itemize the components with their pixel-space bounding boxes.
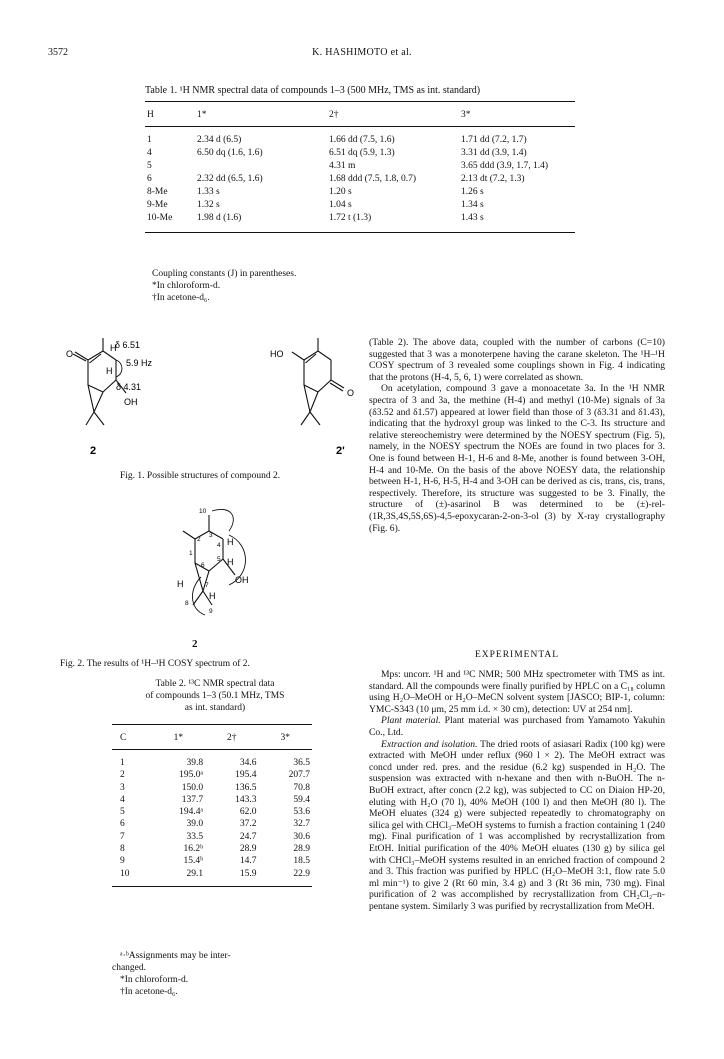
table2-note: changed. [112, 963, 147, 973]
table-cell: 4 [147, 148, 152, 158]
table1-header-row [145, 102, 575, 127]
table-cell: 150.0 [181, 782, 204, 793]
hydroxyl-label: OH [124, 397, 138, 407]
table-cell: 1.98 d (1.6) [195, 212, 327, 233]
table-cell: 7 [120, 831, 125, 842]
table-cell: 14.7 [239, 856, 257, 867]
table1-header-cell: H [145, 102, 195, 127]
table-cell: 18.5 [293, 856, 310, 867]
table-cell: 5 [120, 807, 125, 818]
table-cell: 1.72 t (1.3) [327, 212, 459, 233]
table-cell: 32.7 [293, 819, 310, 830]
table-cell: 5 [147, 161, 152, 171]
h5-label: H [227, 557, 234, 567]
table-row [112, 843, 312, 855]
table-cell: 4 [120, 794, 125, 805]
table2-note: †In acetone-d₆. [120, 987, 178, 997]
table-cell: 1.04 s [329, 200, 352, 210]
hydroxyl-label: HO [270, 349, 284, 359]
table1-note: Coupling constants (J) in parentheses. [152, 269, 297, 279]
table-row [112, 855, 312, 867]
table-cell: 37.2 [239, 819, 257, 830]
table-cell: 1.34 s [461, 200, 484, 210]
body-paragraph: On acetylation, compound 3 gave a monoacetate 3a. In the ¹H NMR spectra of 3 and 3a, the methine (H-4) and methyl (10-Me) signals of 3a (δ3.52 and δ1.57) appeared at lower field than those of 3 (δ3.31 and δ1.43), indicating that the hydroxyl group was linked to the C-3. Its structure and relative stereochemistry were determined by the NOESY spectrum (Fig. 5), namely, in the NOESY spectrum the NOEs are found in two places for 3. One is found between H-1, H-6 and 8-Me, another is found between 3-OH, H-4 and 10-Me. On the basis of the above NOESY data, the relationship between H-1, H-6, H-5, H-4 and 3-OH can be derived as cis, trans, cis, trans, respectively. Therefore, its structure was suggested to be 3. Finally, the structure of (±)-asarinol B was determined to be (±)-rel-(1R,3S,4S,5S,6S)-4,5-epoxycaran-2-on-3-ol (3) by X-ray crystallography (Fig. 6). [369, 383, 665, 534]
table-cell: 9 [120, 856, 125, 867]
table-row [145, 186, 575, 199]
table-cell: 136.5 [235, 782, 257, 793]
table-cell: 1.43 s [459, 212, 575, 233]
table-cell: 137.7 [181, 794, 204, 805]
figure2-caption: Fig. 2. The results of ¹H–¹H COSY spectrum of 2. [60, 659, 250, 669]
table-cell: 2 [120, 770, 125, 781]
table2-header-cell: 1* [152, 725, 205, 750]
figure2-cosy-diagram [165, 505, 285, 635]
table2-header-cell: C [112, 725, 152, 750]
table1-header-cell: 3* [459, 102, 575, 127]
body-text-right [369, 337, 665, 534]
table-cell: 39.8 [186, 758, 204, 768]
shift-431-label: δ 4.31 [116, 382, 142, 392]
table-cell: 8 [120, 844, 125, 855]
table-cell: 1.66 dd (7.5, 1.6) [329, 135, 395, 145]
table-row [112, 831, 312, 843]
table-cell: 3.31 dd (3.9, 1.4) [461, 148, 527, 158]
table-cell: 3.65 ddd (3.9, 1.7, 1.4) [461, 161, 549, 171]
atom-label: 5 [217, 556, 221, 563]
atom-label: 2 [197, 536, 201, 543]
table-cell: 33.5 [186, 831, 204, 842]
table1-note: *In chloroform-d. [152, 281, 221, 291]
table-cell: 4.31 m [329, 161, 356, 171]
table-cell: 143.3 [235, 794, 257, 805]
table-cell: 2.32 dd (6.5, 1.6) [197, 174, 263, 184]
table-row [112, 868, 312, 887]
table-cell: 207.7 [288, 770, 310, 781]
table2-header-row [112, 725, 312, 750]
table2-header-cell: 2† [205, 725, 258, 750]
paragraph-run-in-head: Extraction and isolation. [381, 738, 478, 750]
table-cell: 6 [147, 174, 152, 184]
table-row [145, 199, 575, 212]
coupling-label: 5.9 Hz [126, 358, 153, 368]
table-cell: 10 [112, 868, 152, 887]
table-cell: 53.6 [293, 807, 310, 818]
table2-header-cell: 3* [259, 725, 312, 750]
table-cell: 1.20 s [329, 187, 352, 197]
table-cell: 28.9 [239, 844, 257, 855]
table-cell: 194.4ᵃ [179, 807, 204, 818]
body-paragraph [369, 715, 665, 738]
carbonyl-oxygen-label: O [347, 388, 355, 398]
atom-label: 9 [209, 608, 213, 615]
table-cell: 2.34 d (6.5) [197, 135, 242, 145]
table-cell: 195.4 [235, 770, 257, 781]
table2-caption-line: Table 2. ¹³C NMR spectral data [155, 679, 275, 689]
table2 [112, 724, 312, 887]
table-cell: 8-Me [147, 187, 168, 197]
table-cell: 30.6 [293, 831, 310, 842]
table-cell: 9-Me [147, 200, 168, 210]
table1-header-cell: 1* [195, 102, 327, 127]
structure-2-prime [292, 338, 344, 425]
table-cell: 15.9 [205, 868, 258, 887]
table-row [145, 147, 575, 160]
table-row [112, 794, 312, 806]
running-head: K. HASHIMOTO et al. [312, 47, 412, 58]
atom-label: 10 [199, 508, 207, 515]
table-cell: 70.8 [293, 782, 310, 793]
table-cell: 36.5 [293, 758, 310, 768]
table-cell: 1.33 s [197, 187, 220, 197]
table-cell [195, 160, 327, 173]
table-cell: 24.7 [239, 831, 257, 842]
atom-label: 6 [201, 562, 205, 569]
table-cell: 22.9 [259, 868, 312, 887]
table-row [112, 769, 312, 781]
table2-caption [115, 678, 315, 714]
table-cell: 34.6 [239, 758, 257, 768]
table-cell: 1 [147, 135, 152, 145]
table1-note: †In acetone-d₆. [152, 293, 210, 303]
hydroxyl-label: OH [235, 575, 249, 585]
table-cell: 59.4 [293, 794, 310, 805]
atom-label: 7 [205, 582, 209, 589]
body-paragraph: (Table 2). The above data, coupled with the number of carbons (C=10) suggested that 3 was a monoterpene having the carane skeleton. The ¹H–¹H COSY spectrum of 3 revealed some couplings shown in Fig. 4 indicating that the protons (H-4, 5, 6, 1) were correlated as shown. [369, 337, 665, 383]
paragraph-run-in-head: Plant material. [381, 715, 441, 727]
h6-label: H [209, 591, 216, 601]
table2-note: *In chloroform-d. [120, 975, 189, 985]
atom-label: 3 [209, 532, 213, 539]
table-cell: 1.32 s [197, 200, 220, 210]
table-row [112, 806, 312, 818]
table-cell: 2.13 dt (7.2, 1.3) [461, 174, 525, 184]
paragraph-text: The dried roots of asiasari Radix (100 kg) were extracted with MeOH under reflux (960 l × 2). The MeOH extract was concd under red. pres. and the residue (6.2 kg) suspended in H₂O. The suspension was extracted with n-hexane and then with n-BuOH. The n-BuOH extract, after concn (2.2 kg), was subjected to CC on Diaion HP-20, eluting with H₂O (70 l), 40% MeOH (100 l) and then MeOH (80 l). The MeOH eluates (324 g) were subjected repeatedly to chromatography on silica gel with CHCl₃–MeOH systems to furnish a fraction containing 1 (240 mg). Final purification of 1 was accomplished by recrystallization from EtOH. Initial purification of the 40% MeOH eluates (130 g) by silica gel with CHCl₃–MeOH systems resulted in an enriched fraction of compound 2 and 3. This fraction was purified by HPLC (H₂O–MeOH 3:1, flow rate 5.0 ml min⁻¹) to give 2 (Rt 60 min, 3.4 g) and 3 (Rt 36 min, 730 mg). Final purification of 2 was accomplished by recrystallization from CH₂Cl₂–n-pentane system. Similarly 3 was purified by recrystallization from MeOH. [369, 738, 665, 912]
table2-caption-line: of compounds 1–3 (50.1 MHz, TMS [145, 691, 285, 701]
h1-label: H [177, 579, 184, 589]
page-number: 3572 [48, 47, 68, 58]
section-heading: EXPERIMENTAL [474, 650, 560, 660]
atom-label: 8 [185, 600, 189, 607]
table-cell: 6 [120, 819, 125, 830]
table-cell: 6.51 dq (5.9, 1.3) [329, 148, 395, 158]
compound-2-number: 2 [90, 445, 97, 457]
body-paragraph [369, 739, 665, 913]
h4-label: H [110, 343, 117, 353]
table1-caption: Table 1. ¹H NMR spectral data of compounds 1–3 (500 MHz, TMS as int. standard) [145, 85, 481, 96]
table2-notes [112, 950, 312, 998]
table1-header-cell: 2† [327, 102, 459, 127]
figure1-structures [48, 330, 358, 490]
atom-label: 1 [189, 550, 193, 557]
table-cell: 62.0 [239, 807, 257, 818]
figure1-caption: Fig. 1. Possible structures of compound 2. [120, 471, 281, 481]
table-cell: 39.0 [186, 819, 204, 830]
table-cell: 1.71 dd (7.2, 1.7) [461, 135, 527, 145]
h5-label: H [106, 366, 113, 376]
table-row [112, 818, 312, 830]
table-cell: 6.50 dq (1.6, 1.6) [197, 148, 263, 158]
table2-note: ᵃ·ᵇAssignments may be inter- [120, 951, 231, 961]
table1 [145, 101, 575, 233]
coupling-bracket [116, 360, 122, 377]
table-cell: 1.26 s [461, 187, 484, 197]
shift-651-label: δ 6.51 [115, 340, 141, 350]
table-cell: 15.4ᵇ [183, 856, 204, 867]
compound-2-number: 2 [192, 638, 198, 650]
experimental-section [369, 669, 665, 912]
table-cell: 28.9 [293, 844, 310, 855]
table-cell: 29.1 [152, 868, 205, 887]
table-cell: 1 [120, 758, 125, 768]
table-cell: 16.2ᵇ [183, 844, 204, 855]
atom-label: 4 [217, 542, 221, 549]
table-row [145, 127, 575, 148]
table-cell: 1.68 ddd (7.5, 1.8, 0.7) [329, 174, 417, 184]
table-row [145, 212, 575, 233]
table-row [112, 750, 312, 770]
table-cell: 10-Me [145, 212, 195, 233]
table-row [145, 160, 575, 173]
carbonyl-oxygen-label: O [66, 349, 74, 359]
table2-caption-line: as int. standard) [184, 703, 246, 713]
paragraph-text: Plant material was purchased from Yamamoto Yakuhin Co., Ltd. [369, 715, 665, 738]
body-paragraph: Mps: uncorr. ¹H and ¹³C NMR; 500 MHz spectrometer with TMS as int. standard. All the compounds were finally purified by HPLC on a C₁₈ column using H₂O–MeOH or H₂O–MeCN solvent system [JASCO; BIP-1, column: YMC-S343 (10 μm, 25 mm i.d. × 30 cm), detection: UV at 254 nm]. [369, 669, 665, 715]
table-row [112, 782, 312, 794]
h4-label: H [227, 537, 234, 547]
table-cell: 195.0ᵃ [179, 770, 204, 781]
compound-2-prime-number: 2' [336, 445, 345, 457]
table-cell: 3 [120, 782, 125, 793]
table-row [145, 173, 575, 186]
